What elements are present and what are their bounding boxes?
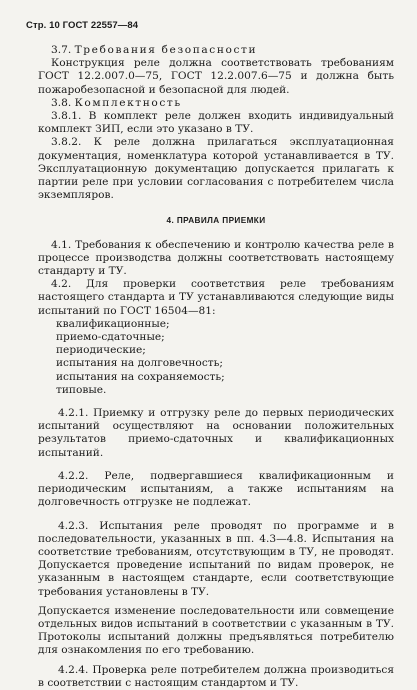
paragraph-3-8-2: 3.8.2. К реле должна прилагаться эксплуатационная документация, номенклатура которой устанавливается в ТУ. Эксплуатационную документацию допускается прилагать к партии реле при условии согласования с потребителем числа экземпляров. [38,136,394,202]
paragraph-4-2: 4.2. Для проверки соответствия реле требованиям настоящего стандарта и ТУ устанавливаются следующие виды испытаний по ГОСТ 16504—81: [38,278,394,317]
paragraph-4-2-4: 4.2.4. Проверка реле потребителем должна производиться в соответствии с настоящим стандартом и ТУ. [38,663,394,689]
paragraph-4-1: 4.1. Требования к обеспечению и контролю качества реле в процессе производства должны соответствовать настоящему стандарту и ТУ. [38,238,394,278]
test-types-list [38,318,394,397]
section-3-8-title: Комплектность [74,96,182,109]
document-body [38,44,394,690]
section-4-title: 4. ПРАВИЛА ПРИЕМКИ [166,216,266,226]
section-3-7-text: Конструкция реле должна соответствовать требованиям ГОСТ 12.2.007.0—75, ГОСТ 12.2.007.6—75 и должна быть пожаробезопасной и безопасной для людей. [38,57,394,96]
list-item: приемо-сдаточные; [56,331,165,344]
list-item: испытания на сохраняемость; [56,370,225,383]
paragraph-4-2-2: 4.2.2. Реле, подвергавшиеся квалификационным и периодическим испытаниям, а также испытаниям на долговечность отгрузке не подлежат. [38,469,394,509]
section-3-8-number: 3.8. [51,96,72,109]
section-3-7-number: 3.7. [51,44,72,56]
list-item: испытания на долговечность; [56,357,223,370]
list-item: типовые. [56,383,107,396]
list-item: периодические; [56,344,146,357]
list-item: квалификационные; [56,317,170,330]
paragraph-4-2-3-continued: Допускается изменение последовательности или совмещение отдельных видов испытаний в соответствии с указанным в ТУ. Протоколы испытаний должны предъявляться потребителю для ознакомления по его требованию. [38,604,394,657]
section-3-8-heading [38,97,394,110]
page-header: Стр. 10 ГОСТ 22557—84 [26,20,139,31]
paragraph-4-2-3: 4.2.3. Испытания реле проводят по программе и в последовательности, указанных в пп. 4.3—4.8. Испытания на соответствие требованиям, отсутствующим в ТУ, не проводят. Допускается проведение испытаний по видам проверок, не указанным в настоящем стандарте, если соответствующие требования установлены в ТУ. [38,519,394,598]
paragraph-3-8-1: 3.8.1. В комплект реле должен входить индивидуальный комплект ЗИП, если это указано в ТУ. [38,110,394,136]
section-3-7-heading [38,44,394,57]
section-3-7-title: Требования безопасности [74,44,258,56]
paragraph-4-2-1: 4.2.1. Приемку и отгрузку реле до первых периодических испытаний осуществляют на основании положительных результатов приемо-сдаточных и квалификационных испытаний. [38,407,394,459]
